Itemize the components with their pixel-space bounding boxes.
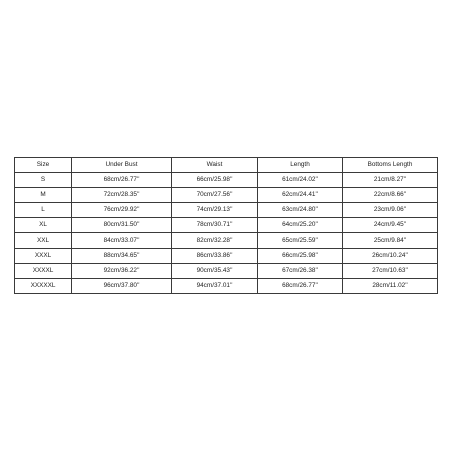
cell-waist: 82cm/32.28'' xyxy=(172,233,258,248)
table-row xyxy=(15,248,438,263)
cell-size: XXXXL xyxy=(15,263,72,278)
cell-bottoms-length: 21cm/8.27'' xyxy=(343,173,438,188)
cell-waist: 94cm/37.01'' xyxy=(172,278,258,293)
cell-under-bust: 96cm/37.80'' xyxy=(72,278,172,293)
cell-waist: 90cm/35.43'' xyxy=(172,263,258,278)
cell-waist: 86cm/33.86'' xyxy=(172,248,258,263)
table-row xyxy=(15,233,438,248)
cell-under-bust: 68cm/26.77'' xyxy=(72,173,172,188)
cell-waist: 78cm/30.71'' xyxy=(172,218,258,233)
cell-bottoms-length: 28cm/11.02'' xyxy=(343,278,438,293)
cell-length: 63cm/24.80'' xyxy=(258,203,343,218)
cell-under-bust: 92cm/36.22'' xyxy=(72,263,172,278)
cell-bottoms-length: 27cm/10.63'' xyxy=(343,263,438,278)
header-size: Size xyxy=(15,158,72,173)
cell-under-bust: 72cm/28.35'' xyxy=(72,188,172,203)
cell-bottoms-length: 23cm/9.06'' xyxy=(343,203,438,218)
cell-size: M xyxy=(15,188,72,203)
cell-under-bust: 76cm/29.92'' xyxy=(72,203,172,218)
cell-length: 65cm/25.59'' xyxy=(258,233,343,248)
cell-size: XL xyxy=(15,218,72,233)
table-row xyxy=(15,278,438,293)
table-row xyxy=(15,218,438,233)
size-chart-table xyxy=(14,157,438,294)
table-row xyxy=(15,188,438,203)
table-row xyxy=(15,263,438,278)
cell-bottoms-length: 26cm/10.24'' xyxy=(343,248,438,263)
header-bottoms-length: Bottoms Length xyxy=(343,158,438,173)
cell-length: 66cm/25.98'' xyxy=(258,248,343,263)
cell-length: 62cm/24.41'' xyxy=(258,188,343,203)
header-waist: Waist xyxy=(172,158,258,173)
header-under-bust: Under Bust xyxy=(72,158,172,173)
cell-length: 61cm/24.02'' xyxy=(258,173,343,188)
cell-length: 67cm/26.38'' xyxy=(258,263,343,278)
cell-waist: 74cm/29.13'' xyxy=(172,203,258,218)
cell-bottoms-length: 22cm/8.66'' xyxy=(343,188,438,203)
cell-under-bust: 88cm/34.65'' xyxy=(72,248,172,263)
cell-size: S xyxy=(15,173,72,188)
cell-length: 64cm/25.20'' xyxy=(258,218,343,233)
table-row xyxy=(15,173,438,188)
header-length: Length xyxy=(258,158,343,173)
cell-waist: 70cm/27.56'' xyxy=(172,188,258,203)
table-row xyxy=(15,203,438,218)
cell-bottoms-length: 24cm/9.45'' xyxy=(343,218,438,233)
cell-size: XXXL xyxy=(15,248,72,263)
cell-size: XXL xyxy=(15,233,72,248)
cell-size: XXXXXL xyxy=(15,278,72,293)
cell-size: L xyxy=(15,203,72,218)
header-row xyxy=(15,158,438,173)
cell-waist: 66cm/25.98'' xyxy=(172,173,258,188)
cell-length: 68cm/26.77'' xyxy=(258,278,343,293)
cell-under-bust: 80cm/31.50'' xyxy=(72,218,172,233)
cell-bottoms-length: 25cm/9.84'' xyxy=(343,233,438,248)
cell-under-bust: 84cm/33.07'' xyxy=(72,233,172,248)
